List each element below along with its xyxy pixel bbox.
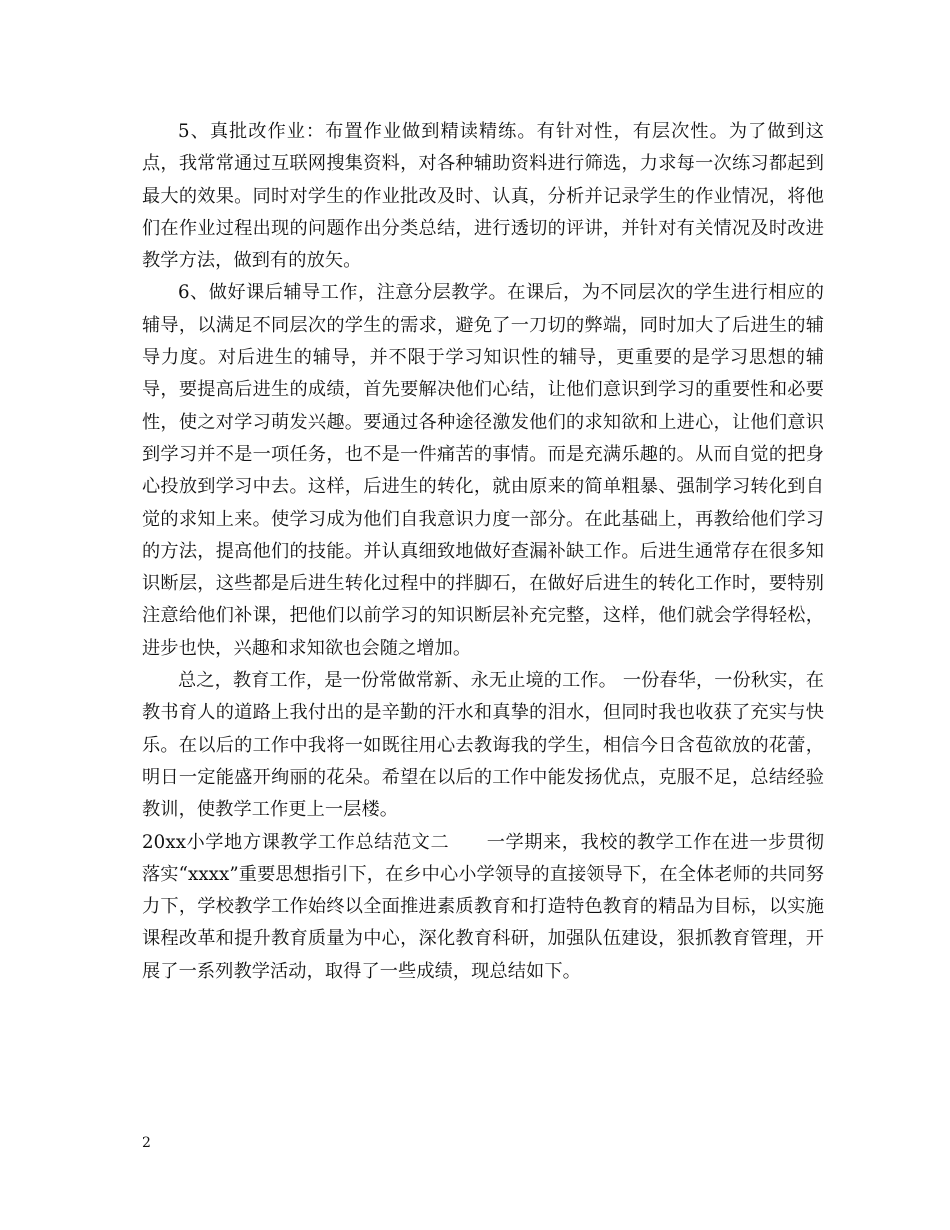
paragraph-sample-two: 20xx小学地方课教学工作总结范文二 一学期来，我校的教学工作在进一步贯彻落实“xxxx”重要思想指引下，在乡中心小学领导的直接领导下，在全体老师的共同努力下，学校教学工作始终以全面推进素质教育和打造特色教育的精品为目标，以实施课程改革和提升教育质量为中心，深化教育科研，加强队伍建设，狠抓教育管理，开展了一系列教学活动，取得了一些成绩，现总结如下。 <box>142 831 825 982</box>
page-number: 2 <box>142 1135 151 1151</box>
paragraph-summary: 总之，教育工作，是一份常做常新、永无止境的工作。 一份春华，一份秋实，在教书育人的道路上我付出的是辛勤的汗水和真挚的泪水，但同时我也收获了充实与快乐。在以后的工作中我将一如既往用心去教诲我的学生，相信今日含苞欲放的花蕾，明日一定能盛开绚丽的花朵。希望在以后的工作中能发扬优点，克服不足，总结经验教训，使教学工作更上一层楼。 <box>142 670 824 821</box>
document-body <box>142 116 824 988</box>
paragraph-tutoring: 6、做好课后辅导工作，注意分层教学。在课后，为不同层次的学生进行相应的辅导，以满足不同层次的学生的需求，避免了一刀切的弊端，同时加大了后进生的辅导力度。对后进生的辅导，并不限于学习知识性的辅导，更重要的是学习思想的辅导，要提高后进生的成绩，首先要解决他们心结，让他们意识到学习的重要性和必要性，使之对学习萌发兴趣。要通过各种途径激发他们的求知欲和上进心，让他们意识到学习并不是一项任务，也不是一件痛苦的事情。而是充满乐趣的。从而自觉的把身心投放到学习中去。这样，后进生的转化，就由原来的简单粗暴、强制学习转化到自觉的求知上来。使学习成为他们自我意识力度一部分。在此基础上，再教给他们学习的方法，提高他们的技能。并认真细致地做好查漏补缺工作。后进生通常存在很多知识断层，这些都是后进生转化过程中的拌脚石，在做好后进生的转化工作时，要特别注意给他们补课，把他们以前学习的知识断层补充完整，这样，他们就会学得轻松，进步也快，兴趣和求知欲也会随之增加。 <box>142 282 824 659</box>
paragraph-homework: 5、真批改作业：布置作业做到精读精练。有针对性，有层次性。为了做到这点，我常常通过互联网搜集资料，对各种辅助资料进行筛选，力求每一次练习都起到最大的效果。同时对学生的作业批改及时、认真，分析并记录学生的作业情况，将他们在作业过程出现的问题作出分类总结，进行透切的评讲，并针对有关情况及时改进教学方法，做到有的放矢。 <box>142 121 824 272</box>
